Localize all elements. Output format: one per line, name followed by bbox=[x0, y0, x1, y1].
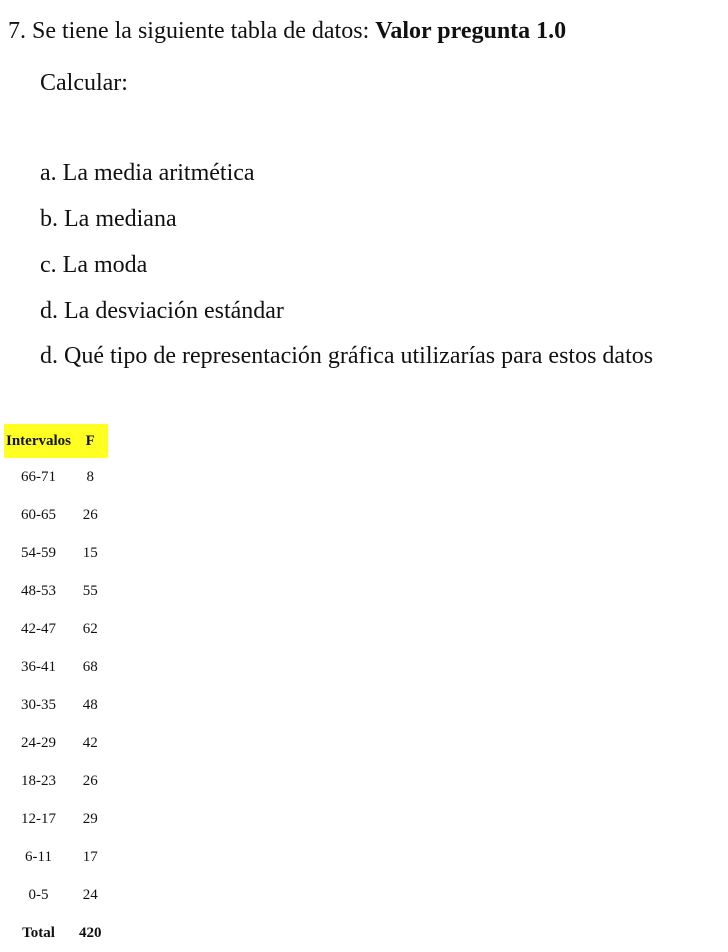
table-row bbox=[4, 724, 108, 762]
interval-cell: 30-35 bbox=[21, 696, 56, 713]
table-row bbox=[4, 496, 108, 534]
table-row bbox=[4, 572, 108, 610]
interval-cell: 48-53 bbox=[21, 582, 56, 599]
frequency-cell: 26 bbox=[82, 506, 98, 523]
frequency-cell: 48 bbox=[82, 696, 98, 713]
table-row bbox=[4, 838, 108, 876]
header-f: F bbox=[73, 424, 108, 458]
header-intervalos: Intervalos bbox=[4, 424, 73, 458]
interval-cell: 42-47 bbox=[21, 620, 56, 637]
frequency-cell: 24 bbox=[82, 886, 98, 903]
task-item: b. La mediana bbox=[40, 206, 177, 232]
table-row bbox=[4, 876, 108, 914]
table-row bbox=[4, 458, 108, 496]
frequency-cell: 55 bbox=[82, 582, 98, 599]
table-row bbox=[4, 610, 108, 648]
table-header-row bbox=[4, 424, 108, 458]
table-total-row bbox=[4, 914, 108, 952]
total-label: Total bbox=[22, 924, 55, 941]
frequency-cell: 62 bbox=[82, 620, 98, 637]
frequency-cell: 15 bbox=[82, 544, 98, 561]
question-heading bbox=[8, 18, 566, 45]
frequency-cell: 68 bbox=[82, 658, 98, 675]
frequency-cell: 42 bbox=[82, 734, 98, 751]
task-item: a. La media aritmética bbox=[40, 160, 255, 186]
total-value: 420 bbox=[79, 924, 102, 941]
frequency-table bbox=[4, 424, 108, 952]
question-value: Valor pregunta 1.0 bbox=[375, 18, 567, 44]
task-item: d. Qué tipo de representación gráfica utilizarías para estos datos bbox=[40, 343, 654, 369]
task-item: d. La desviación estándar bbox=[40, 298, 284, 324]
frequency-cell: 29 bbox=[82, 810, 98, 827]
task-item: c. La moda bbox=[40, 252, 148, 278]
interval-cell: 54-59 bbox=[21, 544, 56, 561]
interval-cell: 60-65 bbox=[21, 506, 56, 523]
frequency-cell: 17 bbox=[82, 848, 98, 865]
table-row bbox=[4, 686, 108, 724]
interval-cell: 0-5 bbox=[28, 886, 49, 903]
interval-cell: 24-29 bbox=[21, 734, 56, 751]
table-row bbox=[4, 762, 108, 800]
question-text: 7. Se tiene la siguiente tabla de datos: bbox=[8, 18, 370, 44]
interval-cell: 36-41 bbox=[21, 658, 56, 675]
frequency-cell: 26 bbox=[82, 772, 98, 789]
interval-cell: 66-71 bbox=[21, 468, 56, 485]
interval-cell: 18-23 bbox=[21, 772, 56, 789]
table-row bbox=[4, 648, 108, 686]
interval-cell: 6-11 bbox=[25, 848, 52, 865]
calculate-label: Calcular: bbox=[40, 70, 128, 96]
task-list bbox=[40, 158, 725, 371]
frequency-cell: 8 bbox=[86, 468, 94, 485]
table-row bbox=[4, 534, 108, 572]
interval-cell: 12-17 bbox=[21, 810, 56, 827]
table-row bbox=[4, 800, 108, 838]
